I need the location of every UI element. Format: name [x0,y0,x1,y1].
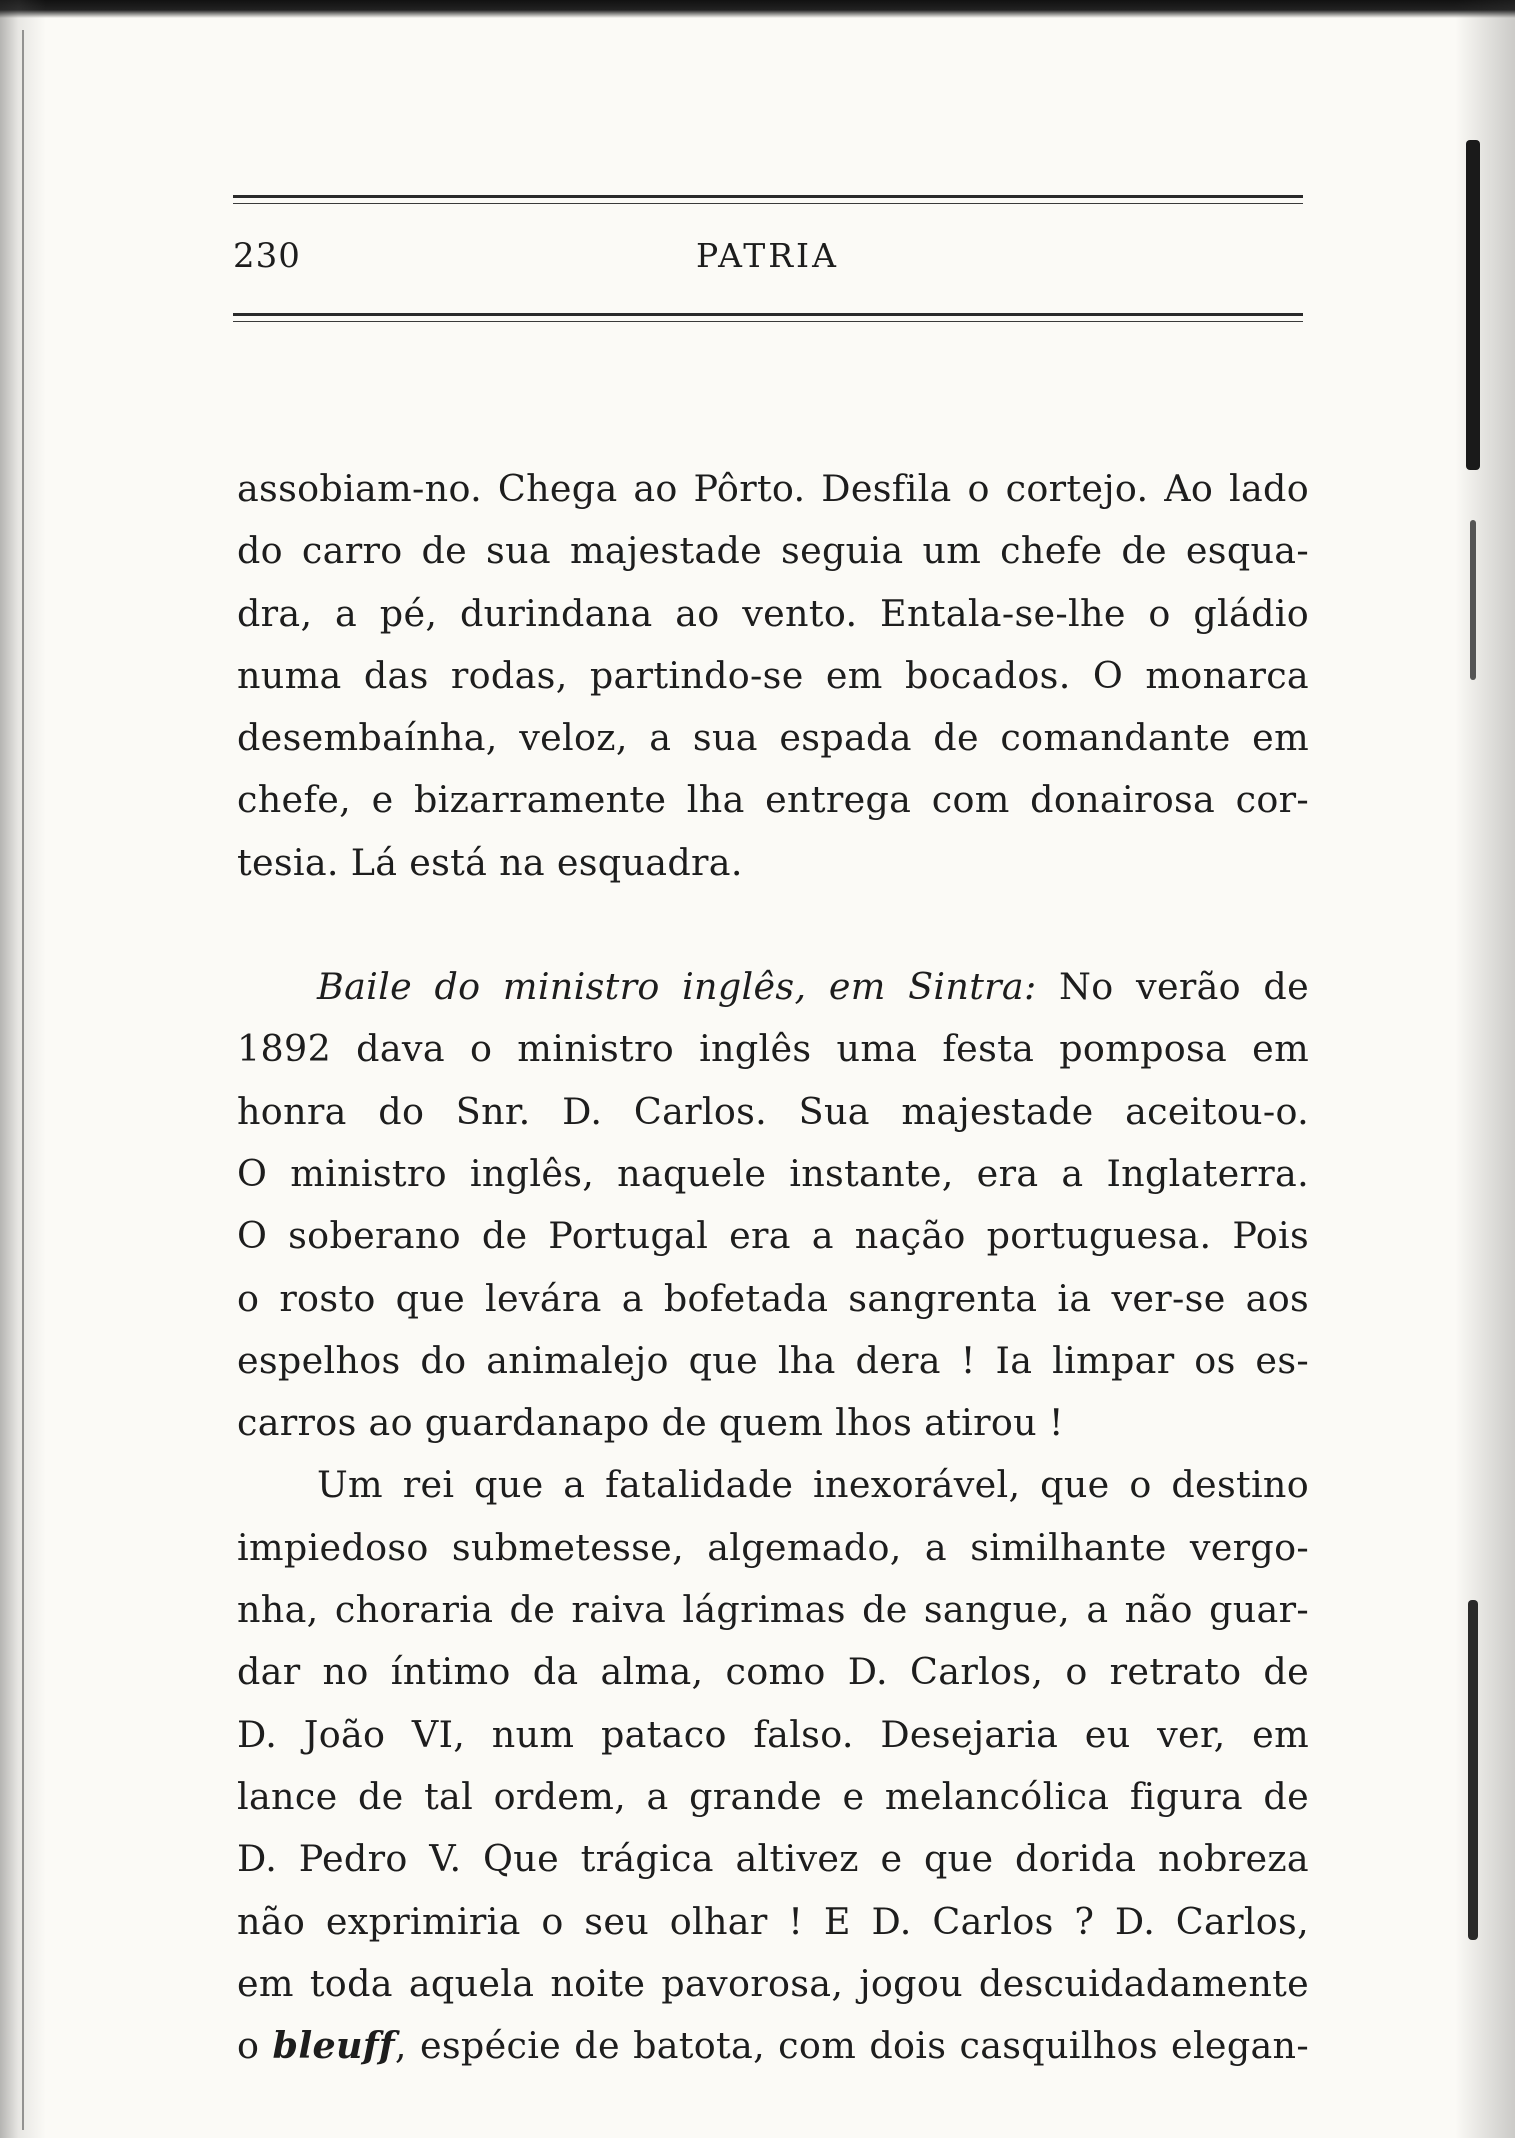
paragraph-1 [237,458,1309,894]
text-line: em toda aquela noite pavorosa, jogou descuidadamente [237,1961,1309,2005]
scan-edge-right [1455,0,1515,2138]
text-line: O soberano de Portugal era a nação portuguesa. Pois [237,1214,1309,1258]
text-line: desembaínha, veloz, a sua espada de comandante em [237,716,1309,760]
text-line: numa das rodas, partindo-se em bocados. O monarca [237,653,1309,697]
text-line: assobiam-no. Chega ao Pôrto. Desfila o cortejo. Ao lado [237,467,1309,510]
scan-edge-top [0,0,1515,18]
text-line: honra do Snr. D. Carlos. Sua majestade aceitou-o. [237,1089,1309,1133]
text-line [237,956,1309,1018]
text-line [237,2015,1309,2077]
header-rule-top [233,195,1303,204]
header-rule-bottom [233,313,1303,322]
text-line: carros ao guardanapo de quem lhos atirou ! [237,1401,1064,1445]
scan-gutter-line [22,30,24,2130]
text-line: tesia. Lá está na esquadra. [237,840,743,884]
section-lead-rest: No verão de [1036,965,1309,1009]
running-head [233,232,1303,292]
text-line: nha, choraria de raiva lágrimas de sangue, a não guar- [237,1588,1309,1632]
body-text [237,458,1309,2077]
text-line: chefe, e bizarramente lha entrega com donairosa cor- [237,778,1309,822]
line-end: , espécie de batota, com dois casquilhos elegan- [394,2024,1309,2068]
scan-shadow-mark [1468,1600,1478,1940]
paragraph-3 [237,1454,1309,2077]
text-line: o rosto que levára a bofetada sangrenta ia ver-se aos [237,1276,1309,1320]
text-line: O ministro inglês, naquele instante, era a Inglaterra. [237,1151,1309,1195]
text-line: Um rei que a fatalidade inexorável, que o destino [317,1463,1309,1507]
scan-shadow-mark [1470,520,1476,680]
section-lead-italic: Baile do ministro inglês, em Sintra: [317,965,1037,1009]
text-line: lance de tal ordem, a grande e melancólica figura de [237,1774,1309,1818]
text-line: do carro de sua majestade seguia um chefe de esqua- [237,529,1309,573]
text-line: D. João VI, num pataco falso. Desejaria eu ver, em [237,1712,1309,1756]
text-line: espelhos do animalejo que lha dera ! Ia limpar os es- [237,1338,1309,1382]
line-start: o [237,2024,273,2068]
running-title: PATRIA [696,236,839,275]
page-number: 230 [233,236,301,276]
text-line: D. Pedro V. Que trágica altivez e que dorida nobreza [237,1837,1309,1881]
paragraph-2 [237,956,1309,1454]
text-line: não exprimiria o seu olhar ! E D. Carlos ? D. Carlos, [237,1899,1309,1943]
text-line: dar no íntimo da alma, como D. Carlos, o retrato de [237,1650,1309,1694]
text-line: 1892 dava o ministro inglês uma festa pomposa em [237,1027,1309,1071]
text-line: dra, a pé, durindana ao vento. Entala-se-lhe o gládio [237,591,1309,635]
emphasized-word: bleuff [272,2024,395,2068]
text-line: impiedoso submetesse, algemado, a similhante vergo- [237,1525,1309,1569]
scan-shadow-mark [1466,140,1480,470]
